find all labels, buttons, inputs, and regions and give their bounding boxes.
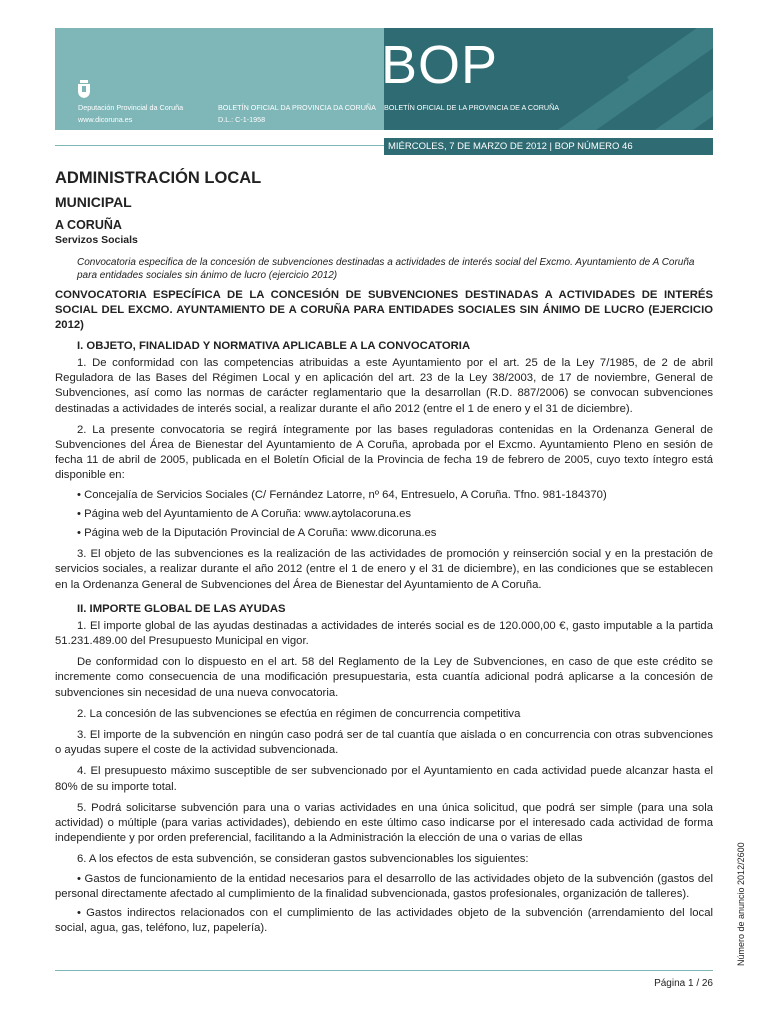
header-rule [55, 145, 384, 146]
paragraph: 5. Podrá solicitarse subvención para una o varias actividades en una única solicitud, que podrá ser simple (para una sola actividad) o múltiple (para varias actividades), debiendo en este último caso indicarse por el interesado cada actividad de forma independiente y por orden preferencial, facilitando a la Administración la elección de una o varias de ellas [55, 801, 713, 845]
paragraph: 4. El presupuesto máximo susceptible de ser subvencionado por el Ayuntamiento en cada actividad puede alcanzar hasta el 80% de su importe total. [55, 765, 713, 793]
document-title: CONVOCATORIA ESPECÍFICA DE LA CONCESIÓN DE SUBVENCIONES DESTINADAS A ACTIVIDADES DE INTERÉS SOCIAL DEL EXCMO. AYUNTAMIENTO DE A CORUÑA PARA ENTIDADES SOCIALES SIN ÁNIMO DE LUCRO (EJERCICIO 2012) [55, 289, 713, 331]
paragraph: 2. La concesión de las subvenciones se efectúa en régimen de concurrencia competitiva [77, 707, 521, 720]
issuer-web[interactable]: www.dicoruna.es [78, 115, 133, 124]
announcement-number: Número de anuncio 2012/2600 [736, 842, 746, 966]
paragraph: 1. De conformidad con las competencias atribuidas a este Ayuntamiento por el art. 25 de la Ley 7/1985, de 2 de abril Reguladora de las Bases del Régimen Local y en aplicación del art. 23 de la Ley 38/2003, de 17 de noviembre, General de Subvenciones, así como las normas de carácter reglamentario que la desarrollan (R.D. 887/2006) se convocan subvenciones destinadas a actividades de interés social, a realizar durante el año 2012 (entre el 1 de enero y el 31 de diciembre). [55, 357, 713, 415]
paragraph: 1. El importe global de las ayudas destinadas a actividades de interés social es de 120.000,00 €, gasto imputable a la partida 51.231.489.00 del Presupuesto Municipal en vigor. [55, 619, 713, 648]
paragraph: De conformidad con lo dispuesto en el art. 58 del Reglamento de la Ley de Subvenciones, en caso de que este crédito se incremente como consecuencia de una modificación presupuestaria, esta cuantía adicional podrá aplicarse a la concesión de subvenciones sin necesidad de una nueva convocatoria. [55, 656, 713, 699]
paragraph: 6. A los efectos de esta subvención, se consideran gastos subvencionables los siguientes: [77, 853, 529, 866]
paragraph: 2. La presente convocatoria se regirá íntegramente por las bases reguladoras contenidas en la Ordenanza General de Subvenciones del Área de Bienestar del Ayuntamiento de A Coruña, aprobada por el Excmo. Ayuntamiento Pleno en sesión de fecha 11 de abril de 2005, publicada en el Boletín Oficial de la Provincia de fecha 19 de febrero de 2005, cuyo texto íntegro está disponible en: [55, 423, 713, 482]
bop-logo-text: BOP [381, 35, 499, 95]
paragraph: 3. El importe de la subvención en ningún caso podrá ser de tal cuantía que aislada o en concurrencia con otras subvenciones o ayudas supere el coste de la actividad subvencionada. [55, 729, 713, 757]
gal-title: BOLETÍN OFICIAL DA PROVINCIA DA CORUÑA [218, 103, 376, 112]
subsection-heading: MUNICIPAL [55, 194, 132, 210]
bullet-item: • Gastos de funcionamiento de la entidad necesarios para el desarrollo de las actividades objeto de la subvención (gastos del personal directamente afectado al cumplimiento de la finalidad subvencionada, gastos profesionales, organización de talleres). [55, 872, 713, 900]
department-heading: Servizos Socials [55, 234, 138, 246]
place-heading: A CORUÑA [55, 218, 122, 232]
document-body [55, 168, 713, 937]
es-title: BOLETÍN OFICIAL DE LA PROVINCIA DE A CORUÑA [384, 103, 560, 112]
issuer-name: Deputación Provincial da Coruña [78, 103, 184, 112]
bullet-item: • Gastos indirectos relacionados con el cumplimiento de las actividades objeto de la subvención (arrendamiento del local social, agua, gas, teléfono, luz, papelería). [55, 907, 713, 935]
section-heading: ADMINISTRACIÓN LOCAL [55, 169, 262, 187]
bullet-item: • Página web de la Diputación Provincial de A Coruña: www.dicoruna.es [77, 527, 437, 540]
footer-rule [55, 970, 713, 971]
crest-icon [77, 80, 91, 98]
bullet-item: • Concejalía de Servicios Sociales (C/ Fernández Latorre, nº 64, Entresuelo, A Coruña. Tfno. 981-184370) [77, 488, 607, 501]
intro-summary: Convocatoria especifica de la concesión de subvenciones destinadas a actividades de interés social del Excmo. Ayuntamiento de A Coruña para entidades sociales sin ánimo de lucro (ejercicio 2012) [77, 257, 695, 281]
section-1-title: I. OBJETO, FINALIDAD Y NORMATIVA APLICABLE A LA CONVOCATORIA [77, 340, 471, 352]
legal-deposit: D.L.: C-1-1958 [218, 115, 266, 124]
section-2-title: II. IMPORTE GLOBAL DE LAS AYUDAS [77, 602, 286, 615]
bullet-item: • Página web del Ayuntamiento de A Coruña: www.aytolacoruna.es [77, 507, 412, 520]
date-band: MIÉRCOLES, 7 DE MARZO DE 2012 | BOP NÚMERO 46 [384, 138, 713, 155]
paragraph: 3. El objeto de las subvenciones es la realización de las actividades de promoción y reinserción social y en la prestación de servicios sociales, a realizar durante el año 2012 (entre el 1 de enero y el 31 de diciembre), en las condiciones que se establecen en la Ordenanza General de Subvenciones del Área de Bienestar del Ayuntamiento de A Coruña. [55, 548, 713, 591]
page-number: Página 1 / 26 [654, 978, 713, 989]
